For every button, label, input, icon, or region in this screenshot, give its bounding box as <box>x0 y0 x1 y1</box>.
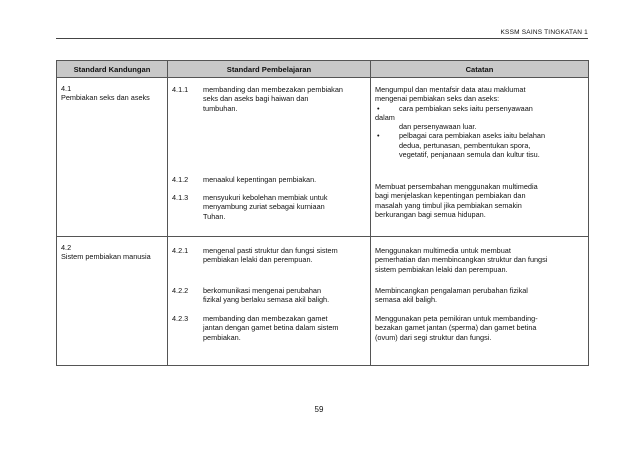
standard-kandungan-cell <box>57 78 168 237</box>
catatan-block <box>375 85 584 159</box>
sp-code: 4.2.1 <box>172 246 189 255</box>
catatan-line: Menggunakan peta pemikiran untuk membanding- <box>375 314 538 323</box>
page-number: 59 <box>314 405 324 414</box>
catatan-cell <box>371 78 589 237</box>
sp-line: berkomunikasi mengenai perubahan <box>203 286 322 295</box>
catatan-line: (ovum) dari segi struktur dan fungsi. <box>375 332 492 342</box>
sk-title: Sistem pembiakan manusia <box>61 252 151 262</box>
catatan-line: Membincangkan pengalaman perubahan fizikal <box>375 286 528 295</box>
catatan-line: dan persenyawaan luar. <box>399 122 477 132</box>
header-standard-kandungan: Standard Kandungan <box>57 61 168 78</box>
sp-item <box>172 85 367 113</box>
running-header: KSSM SAINS TINGKATAN 1 <box>500 29 588 36</box>
bullet-item <box>375 131 584 140</box>
header-standard-pembelajaran: Standard Pembelajaran <box>168 61 371 78</box>
sp-code: 4.1.2 <box>172 175 189 184</box>
catatan-line: vegetatif, penjanaan semula dan kultur tisu. <box>399 150 540 160</box>
catatan-cell <box>371 237 589 366</box>
sp-line: menaakul kepentingan pembiakan. <box>203 175 317 184</box>
bullet-text: pelbagai cara pembiakan aseks iaitu belahan <box>399 131 546 141</box>
sp-line: seks dan aseks bagi haiwan dan <box>203 94 309 104</box>
table-row <box>57 78 589 237</box>
sk-title: Pembiakan seks dan aseks <box>61 93 150 103</box>
sp-item <box>172 175 367 184</box>
sp-line: tumbuhan. <box>203 103 238 113</box>
standard-pembelajaran-cell <box>168 237 371 366</box>
sp-line: Tuhan. <box>203 211 226 221</box>
catatan-line: pemerhatian dan membincangkan struktur dan fungsi <box>375 255 548 265</box>
catatan-line: dedua, pertunasan, pembentukan spora, <box>399 140 531 150</box>
sp-line: menyambung zuriat sebagai kurniaan <box>203 202 325 212</box>
catatan-line: Menggunakan multimedia untuk membuat <box>375 246 511 255</box>
sp-code: 4.2.2 <box>172 286 189 295</box>
catatan-line: dalam <box>375 112 395 122</box>
sp-code: 4.1.1 <box>172 85 189 94</box>
sp-line: jantan dengan gamet betina dalam sistem <box>203 323 339 333</box>
sp-code: 4.1.3 <box>172 193 189 202</box>
table-row <box>57 237 589 366</box>
sp-code: 4.2.3 <box>172 314 189 323</box>
catatan-line: Mengumpul dan mentafsir data atau maklumat <box>375 85 526 94</box>
catatan-line: sistem pembiakan lelaki dan perempuan. <box>375 264 508 274</box>
sp-item <box>172 246 367 265</box>
sp-line: mensyukuri kebolehan membiak untuk <box>203 193 328 202</box>
catatan-block <box>375 246 584 274</box>
catatan-line: berkurangan bagi semua hidupan. <box>375 209 486 219</box>
sp-line: fizikal yang berlaku semasa akil baligh. <box>203 295 330 305</box>
catatan-line: masalah yang timbul jika pembiakan semakin <box>375 200 522 210</box>
standard-kandungan-cell <box>57 237 168 366</box>
sp-line: pembiakan. <box>203 332 241 342</box>
bullet-icon: • <box>377 131 380 141</box>
curriculum-table <box>56 60 589 366</box>
bullet-text: cara pembiakan seks iaitu persenyawaan <box>399 103 533 113</box>
sp-line: membanding dan membezakan pembiakan <box>203 85 343 94</box>
catatan-line: semasa akil baligh. <box>375 295 438 305</box>
sp-line: mengenal pasti struktur dan fungsi sistem <box>203 246 338 255</box>
sp-item <box>172 286 367 305</box>
header-catatan: Catatan <box>371 61 589 78</box>
catatan-line: mengenai pembiakan seks dan aseks: <box>375 94 500 104</box>
sk-code: 4.2 <box>61 243 72 252</box>
catatan-line: Membuat persembahan menggunakan multimedia <box>375 182 538 191</box>
sk-code: 4.1 <box>61 84 72 93</box>
catatan-block <box>375 314 584 342</box>
bullet-icon: • <box>377 103 380 113</box>
catatan-line: bagi menjelaskan kepentingan pembiakan dan <box>375 191 526 201</box>
table-header-row <box>57 61 589 78</box>
standard-pembelajaran-cell <box>168 78 371 237</box>
header-rule <box>56 38 588 39</box>
catatan-line: bezakan gamet jantan (sperma) dan gamet betina <box>375 323 537 333</box>
sp-item <box>172 193 367 221</box>
catatan-block <box>375 182 584 219</box>
sp-line: membanding dan membezakan gamet <box>203 314 328 323</box>
sp-line: pembiakan lelaki dan perempuan. <box>203 255 313 265</box>
bullet-item <box>375 104 584 113</box>
catatan-block <box>375 286 584 305</box>
sp-item <box>172 314 367 342</box>
